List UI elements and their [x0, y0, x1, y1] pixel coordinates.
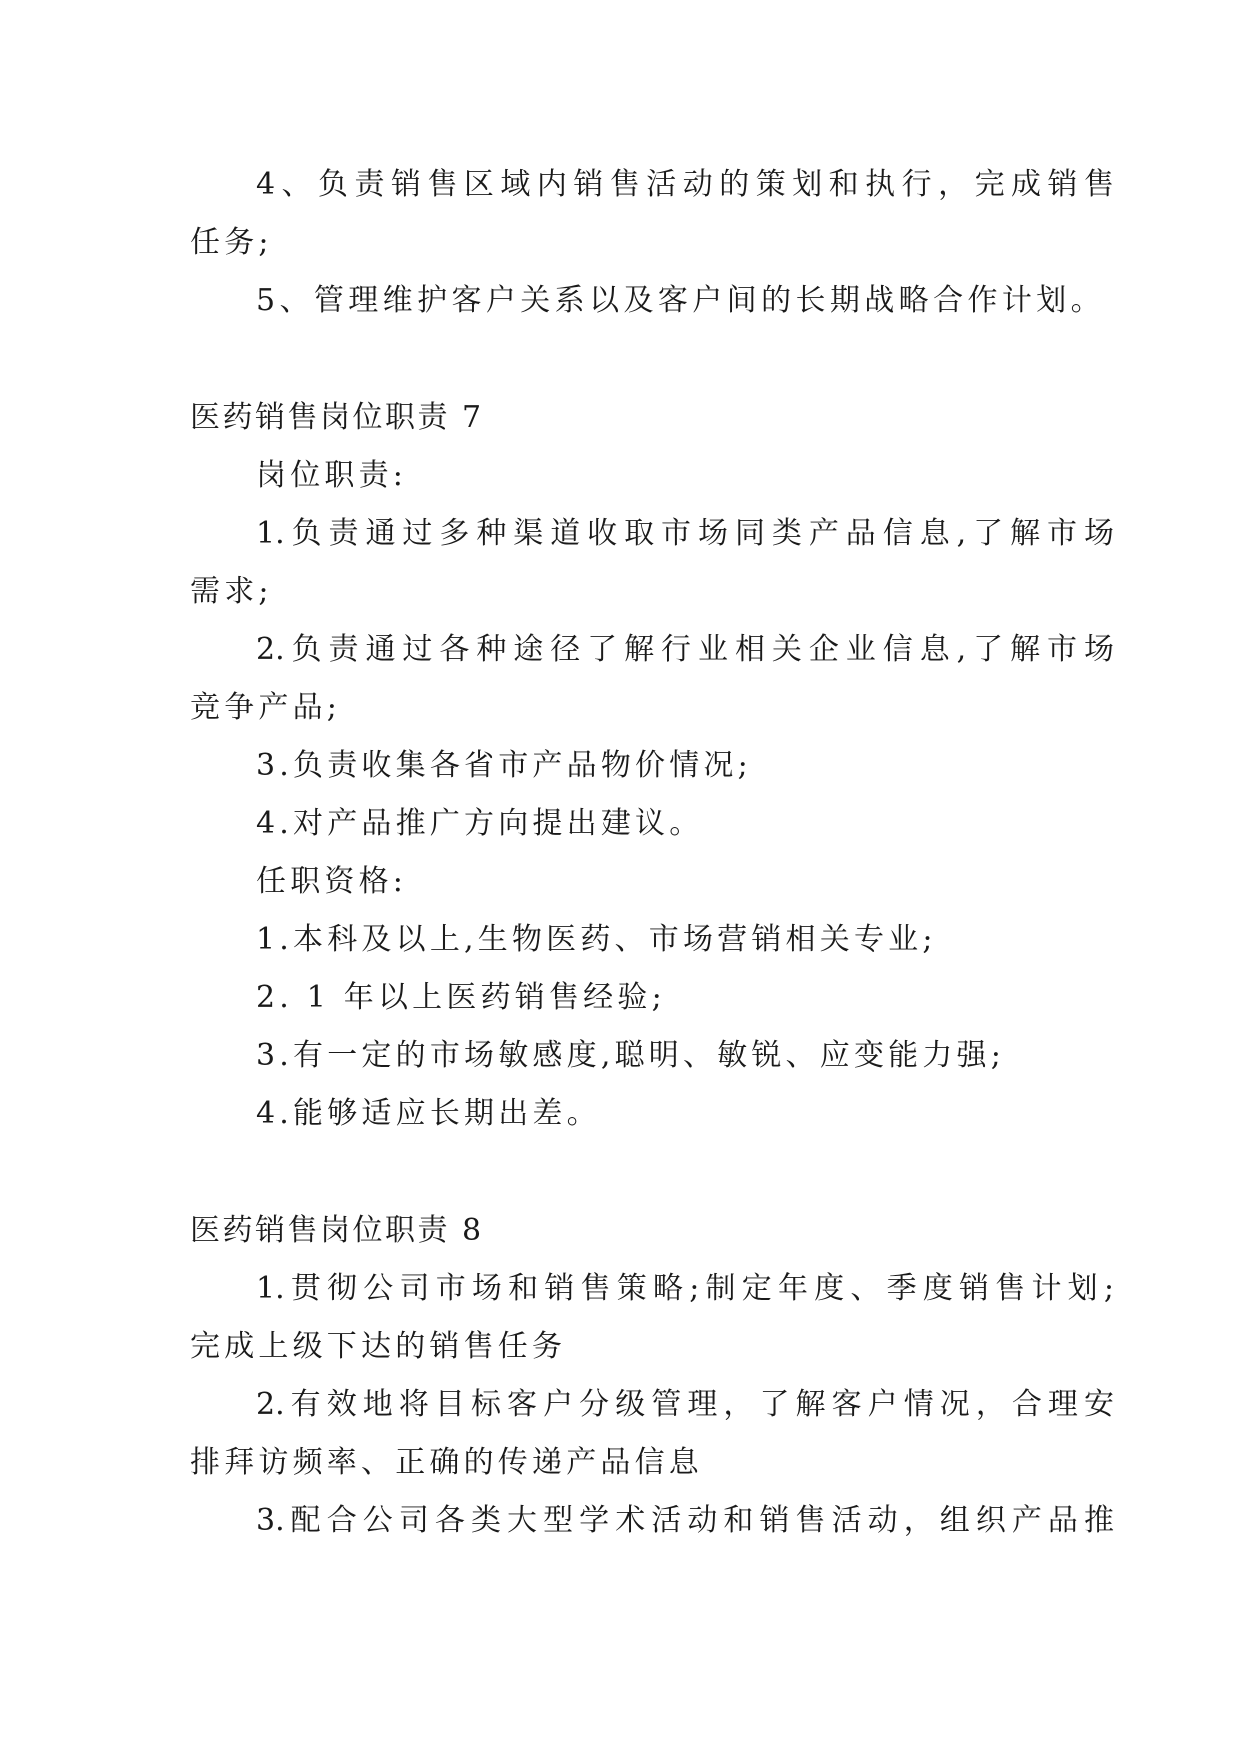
paragraph-line: 完成上级下达的销售任务 [190, 1329, 567, 1364]
paragraph-line: 4.能够适应长期出差。 [256, 1096, 601, 1131]
paragraph-line: 竞争产品; [190, 690, 342, 725]
paragraph-line: 2.有效地将目标客户分级管理，了解客户情况，合理安 [256, 1387, 1114, 1422]
subheading: 任职资格: [256, 864, 408, 899]
paragraph-line: 需求; [190, 574, 273, 609]
paragraph-line: 1.负责通过多种渠道收取市场同类产品信息,了解市场 [256, 516, 1114, 551]
paragraph-line: 排拜访频率、正确的传递产品信息 [190, 1445, 703, 1480]
paragraph-line: 2. 1 年以上医药销售经验; [256, 980, 666, 1015]
paragraph-line: 4.对产品推广方向提出建议。 [256, 806, 704, 841]
paragraph-line: 任务; [190, 225, 273, 260]
paragraph-line: 5、管理维护客户关系以及客户间的长期战略合作计划。 [256, 283, 1106, 318]
paragraph-line: 3.有一定的市场敏感度,聪明、敏锐、应变能力强; [256, 1038, 1006, 1073]
paragraph-line: 1.本科及以上,生物医药、市场营销相关专业; [256, 922, 937, 957]
paragraph-line: 2.负责通过各种途径了解行业相关企业信息,了解市场 [256, 632, 1114, 667]
subheading: 岗位职责: [256, 458, 408, 493]
paragraph-line: 3.配合公司各类大型学术活动和销售活动，组织产品推 [256, 1503, 1114, 1538]
section-heading: 医药销售岗位职责 7 [190, 400, 484, 435]
paragraph-line: 3.负责收集各省市产品物价情况; [256, 748, 752, 783]
paragraph-line: 1.贯彻公司市场和销售策略;制定年度、季度销售计划; [256, 1271, 1114, 1306]
section-heading: 医药销售岗位职责 8 [190, 1213, 484, 1248]
paragraph-line: 4、负责销售区域内销售活动的策划和执行，完成销售 [256, 167, 1114, 202]
